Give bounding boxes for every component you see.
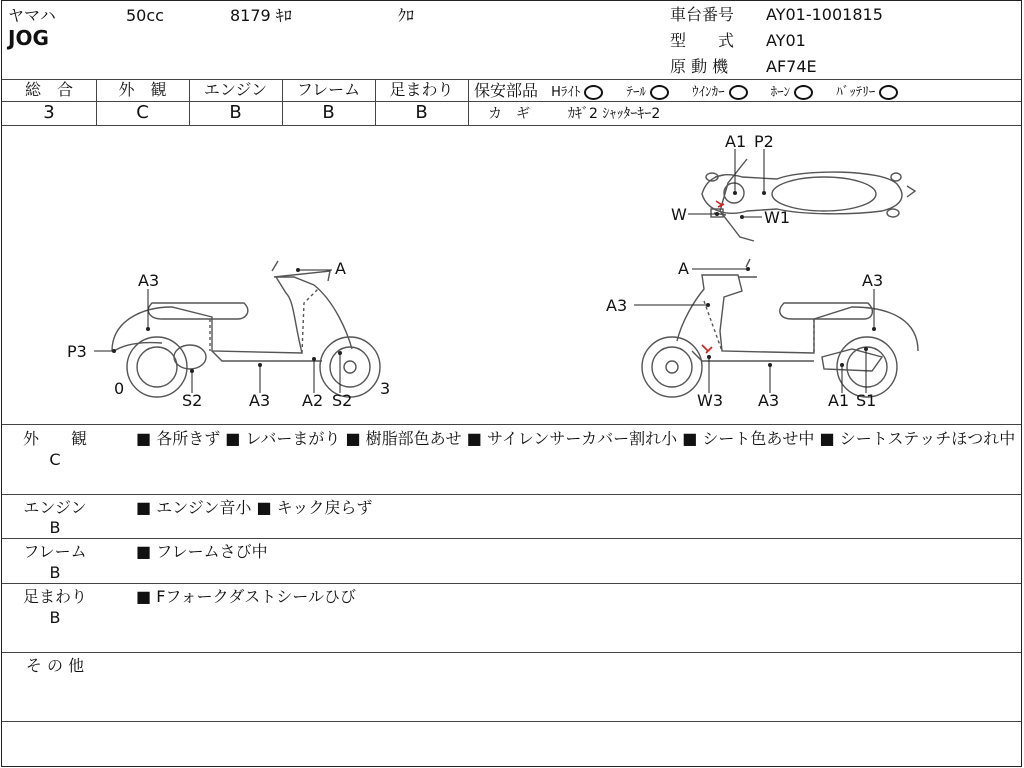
suspension-grade: B [415,102,428,123]
remark-frame-label: フレーム [23,542,87,561]
label-left-a3b: A3 [249,391,271,410]
mileage: 8179 ｷﾛ [230,6,292,25]
label-right-w3: W3 [697,391,723,410]
damage-diagram [2,1,1021,421]
scooter-top-view [702,159,915,241]
remark-engine-label: エンジン [23,498,87,517]
label-top-w1: W1 [764,208,790,227]
remark-exterior-label: 外 観 [22,429,87,448]
safety-title: 保安部品 [474,81,539,100]
label-left-s2b: S2 [332,391,353,410]
remark-suspension-text: ■ Fフォークダストシールひび [136,587,356,606]
engine-grade-label: エンジン [203,80,268,99]
label-top-a1: A1 [725,132,747,151]
exterior-grade: C [136,102,149,123]
exterior-label: 外 観 [118,80,167,99]
displacement: 50cc [126,6,164,25]
chassis-value: AY01-1001815 [766,5,883,24]
color: ｸﾛ [398,6,415,25]
label-left-a3: A3 [138,271,160,290]
overall-label: 総 合 [24,80,73,99]
divider [2,721,1021,722]
engine-grade: B [229,102,242,123]
key-value: ｶｷﾞ2 ｼｬｯﾀｰｷｰ2 [568,106,661,122]
divider [2,424,1021,425]
maker: ヤマハ [8,6,56,25]
remark-other-label: そ の 他 [25,656,85,675]
label-right-s1: S1 [856,391,877,410]
engine-label: 原 動 機 [670,57,729,76]
label-right-a1: A1 [828,391,850,410]
label-left-0: 0 [114,379,125,398]
label-left-p3: P3 [67,342,87,361]
remark-suspension-label: 足まわり [22,587,87,606]
type-label: 型 式 [670,31,735,50]
divider [2,538,1021,539]
safety-item-tail: ﾃｰﾙ [626,85,669,100]
damage-mark-right [702,345,712,353]
label-left-a2: A2 [302,391,324,410]
remark-engine-text: ■ エンジン音小 ■ キック戻らず [136,498,373,517]
label-top-w: W [671,205,687,224]
safety-item-winker: ｳｲﾝｶｰ [692,85,748,100]
overall-grade: 3 [43,102,55,123]
label-left-s2: S2 [182,391,203,410]
frame-grade: B [322,102,335,123]
model-name: JOG [8,26,49,50]
divider [2,583,1021,584]
frame-label: フレーム [296,80,361,99]
inspection-sheet [1,0,1022,767]
suspension-label: 足まわり [389,80,454,99]
engine-value: AF74E [766,57,817,76]
remark-frame-text: ■ フレームさび中 [136,542,268,561]
divider [2,652,1021,653]
label-right-a3c: A3 [758,391,780,410]
label-right-a: A [678,259,689,278]
type-value: AY01 [766,31,806,50]
remark-suspension-grade: B [49,608,61,627]
chassis-label: 車台番号 [670,5,735,24]
remark-exterior-text: ■ 各所きず ■ レバーまがり ■ 樹脂部色あせ ■ サイレンサーカバー割れ小 ■ シート色あせ中 ■ シートステッチほつれ中 [136,429,1016,448]
safety-item-battery: ﾊﾞｯﾃﾘｰ [836,85,898,100]
label-left-3: 3 [380,379,391,398]
divider [2,494,1021,495]
safety-item-horn: ﾎｰﾝ [771,85,814,100]
label-right-a3: A3 [862,271,884,290]
label-top-p2: P2 [754,132,774,151]
label-left-a: A [335,259,346,278]
remark-frame-grade: B [49,563,61,582]
remark-exterior-grade: C [49,450,61,469]
remark-engine-grade: B [49,518,61,537]
key-label: カ ギ [488,106,530,122]
safety-item-headlight: Hﾗｲﾄ [551,85,603,100]
label-right-a3b: A3 [606,296,628,315]
